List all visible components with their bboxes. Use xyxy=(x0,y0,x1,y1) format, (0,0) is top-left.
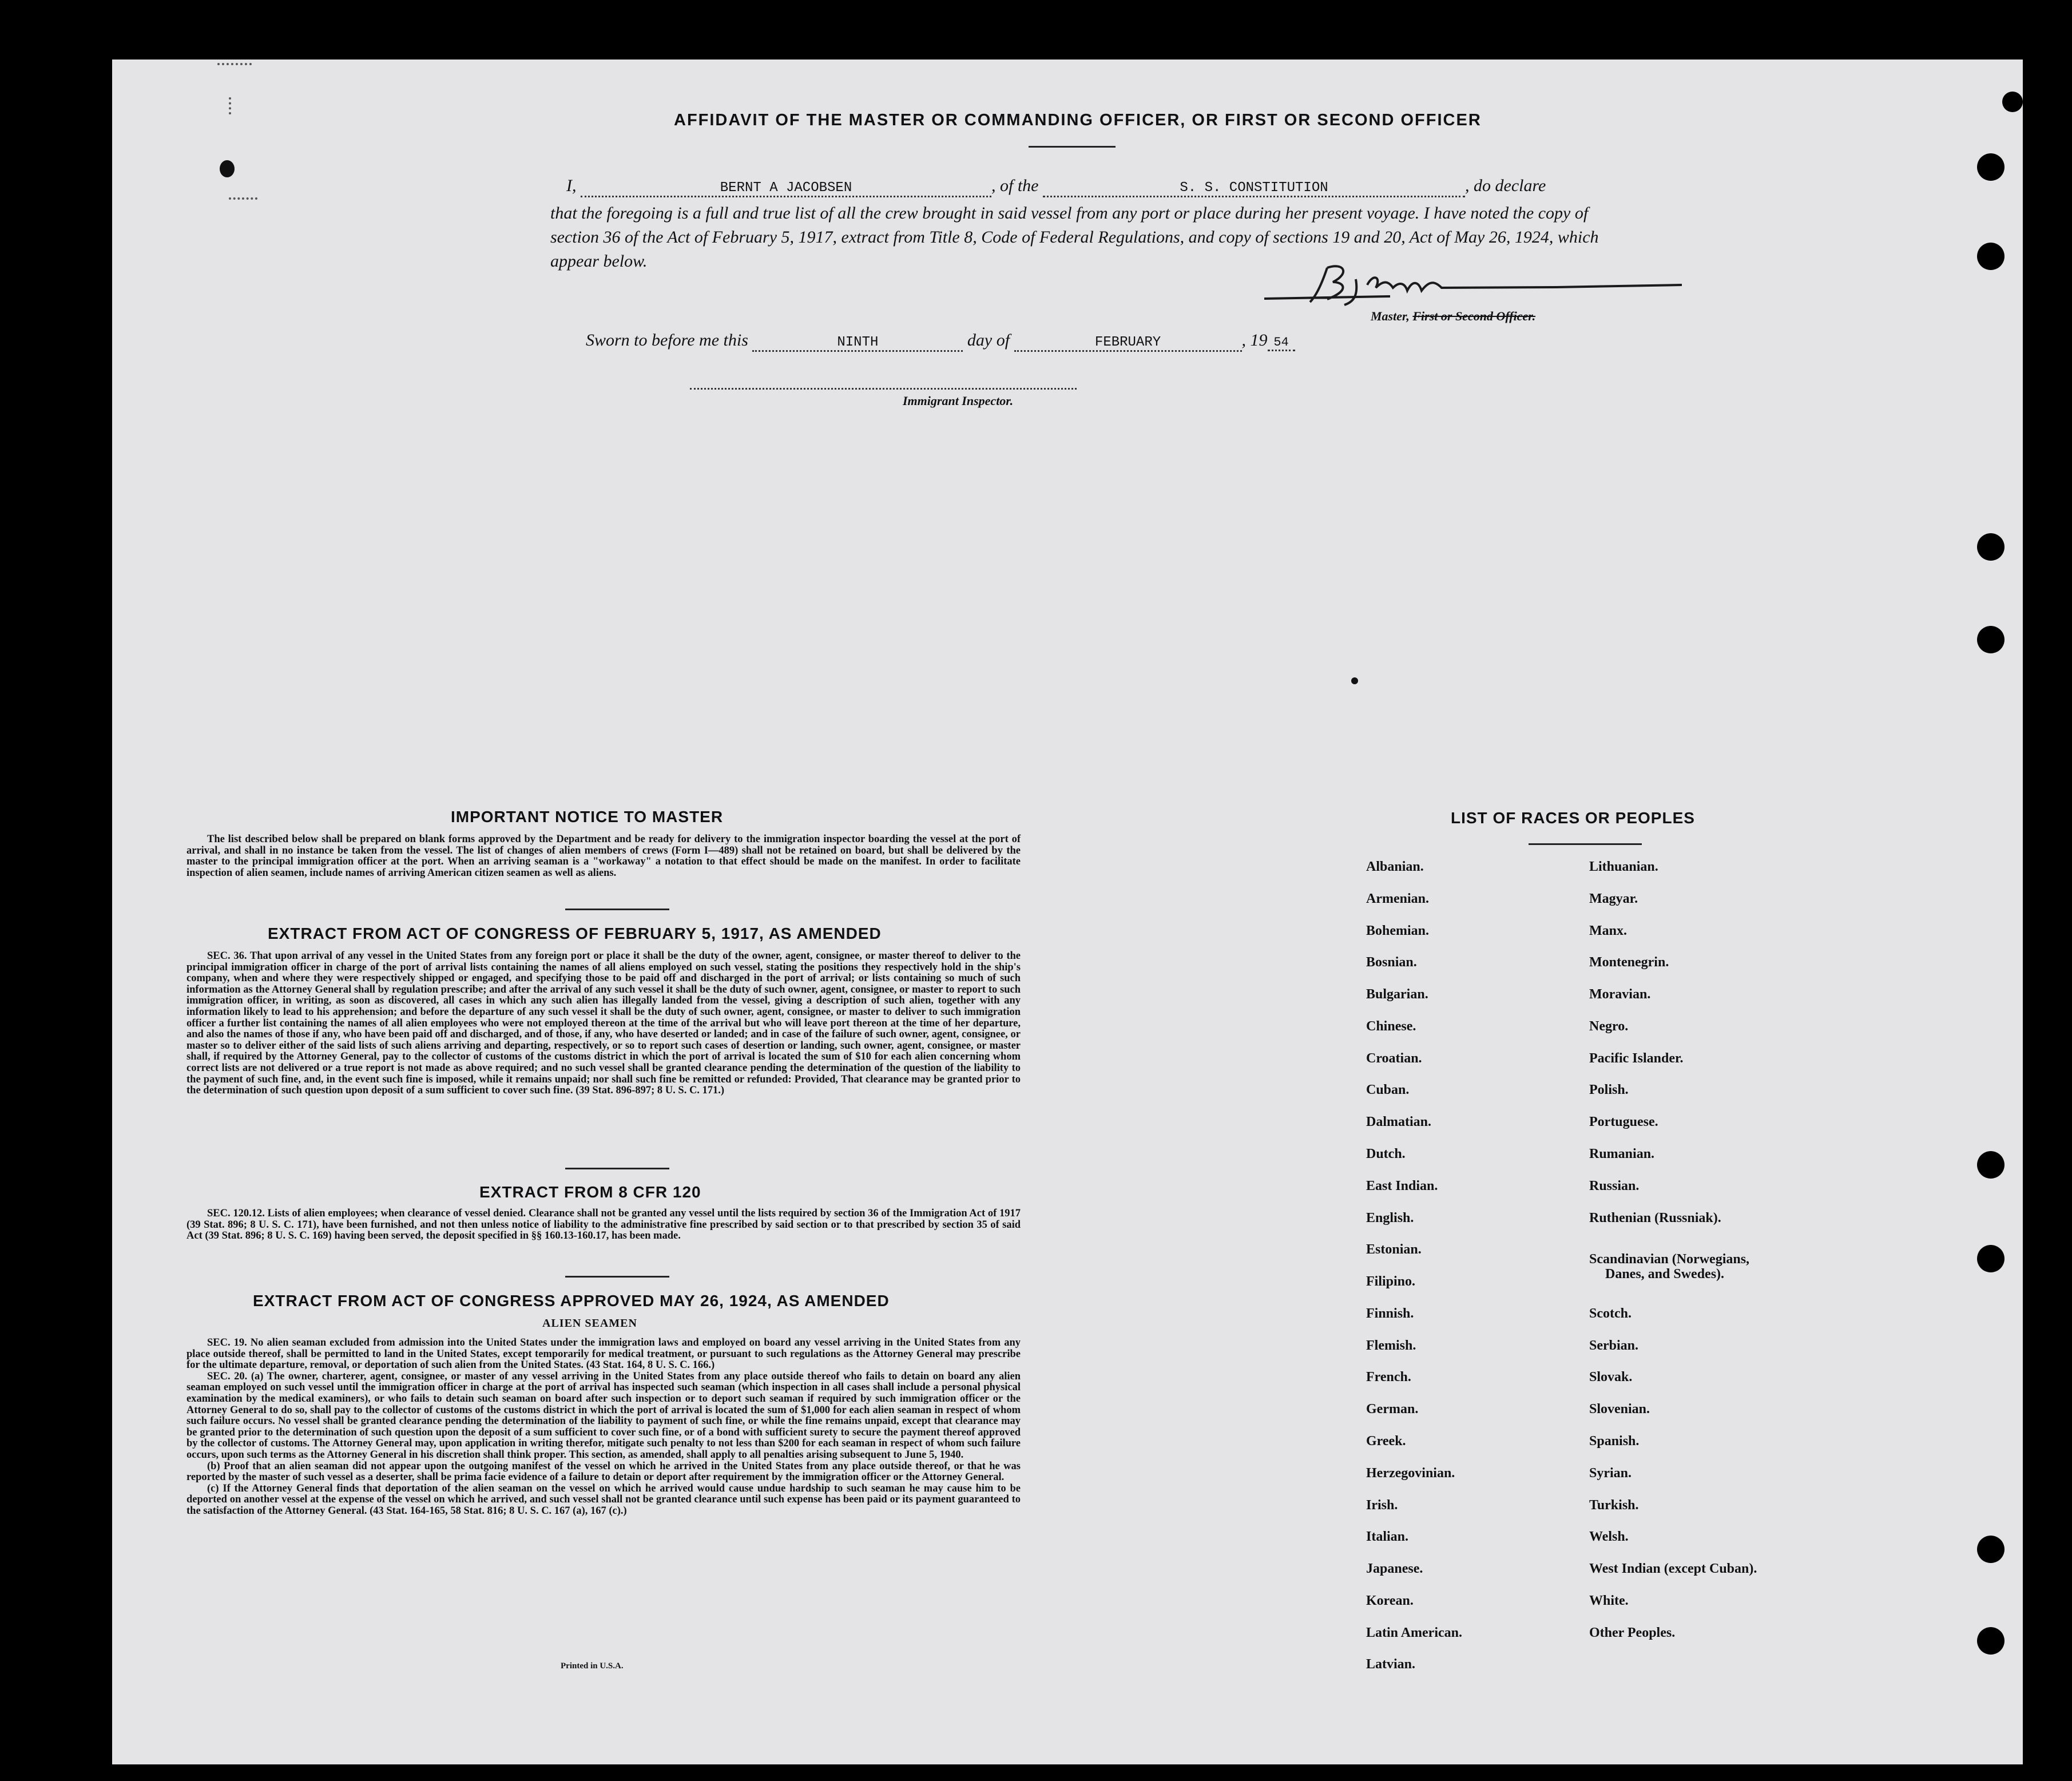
inspector-signature-line xyxy=(690,388,1077,390)
races-column-2 xyxy=(1589,859,1841,1649)
vessel-name-field[interactable]: S. S. CONSTITUTION xyxy=(1043,180,1465,197)
race-item: Spanish. xyxy=(1589,1434,1640,1449)
race-item: Slovenian. xyxy=(1589,1402,1650,1417)
year-prefix: , 19 xyxy=(1241,331,1268,350)
race-item: Magyar. xyxy=(1589,891,1638,906)
race-item: Chinese. xyxy=(1366,1019,1416,1034)
race-item: Manx. xyxy=(1589,923,1627,938)
extract-1917-text: SEC. 36. That upon arrival of any vessel in the United States from any foreign port or place it shall be the duty of the owner, agent, consignee, or master thereof to deliver to the principal immigration officer in charge of the port of arrival lists containing the names of all aliens employed on such vessel, stating the positions they respectively hold in the ship's company, when and where they were respectively shipped or engaged, and specifying those to be paid off and discharged in the port of arrival; or lists containing so much of such information as the Attorney General shall by regulation prescribe; and after the arrival of any such vessel it shall be the duty of such owner, agent, consignee, or master to report to such immigration officer, in writing, as soon as discovered, all cases in which any such alien has illegally landed from the vessel, giving a description of such alien, together with any information likely to lead to his apprehension; and before the departure of any such vessel it shall be the duty of such owner, agent, consignee, or master to deliver to such immigration officer a further list containing the names of all alien employees who were not employed thereon at the time of the arrival but who will leave port thereon at the time of her departure, and also the names of those if any, who have been paid off and discharged, and of those, if any, who have deserted or landed; and in case of the failure of such owner, agent, consignee, or master so to deliver either of the said lists of such aliens arriving and departing, respectively, or so to report such cases of desertion or landing, such owner, agent, consignee, or master shall, if required by the Attorney General, pay to the collector of customs of the customs district in which the port of arrival is located the sum of $10 for each alien concerning whom correct lists are not delivered or a true report is not made as above required; and no such vessel shall be granted clearance pending the determination of the question of the liability to the payment of such fine, and, in the event such fine is imposed, while it remains unpaid; nor shall such fine be remitted or refunded: Provided, That clearance may be granted prior to the determination of such question upon deposit of a sum sufficient to cover such fine. (39 Stat. 896-897; 8 U. S. C. 171.) xyxy=(186,950,1021,1097)
extract-cfr-title: EXTRACT FROM 8 CFR 120 xyxy=(479,1183,701,1201)
extract-1924-title: EXTRACT FROM ACT OF CONGRESS APPROVED MAY 26, 1924, AS AMENDED xyxy=(253,1292,890,1310)
race-item: Greek. xyxy=(1366,1434,1406,1449)
race-item: English. xyxy=(1366,1211,1414,1225)
race-item: West Indian (except Cuban). xyxy=(1589,1561,1757,1576)
race-item: Bulgarian. xyxy=(1366,987,1428,1002)
declaration-line xyxy=(566,176,1546,197)
do-declare-label: , do declare xyxy=(1465,176,1546,195)
punch-hole xyxy=(1977,243,2004,270)
master-caption: Master, First or Second Officer. xyxy=(1371,309,1536,323)
race-item: White. xyxy=(1589,1593,1629,1608)
corner-scratch-mark xyxy=(229,197,257,209)
race-item: Portuguese. xyxy=(1589,1114,1658,1129)
race-item: Herzegovinian. xyxy=(1366,1466,1455,1481)
extract-cfr-rule xyxy=(565,1276,669,1278)
notice-text: The list described below shall be prepared on blank forms approved by the Department and be ready for delivery to the immigration inspector boarding the vessel at the port of arrival, and shall in no instance be taken from the vessel. The list of changes of alien members of crews (Form I—489) shall not be retained on board, but shall be delivered by the master to the principal immigration officer at the port. When an arriving seaman is a "workaway" a notation to that effect should be made on the manifest. In order to facilitate inspection of alien seamen, include names of arriving American citizen seamen as well as aliens. xyxy=(186,834,1021,879)
year-field[interactable]: 54 xyxy=(1268,335,1295,351)
sec-20b-paragraph: (b) Proof that an alien seaman did not appear upon the outgoing manifest of the vessel on which he arrived in the United States from any place outside thereof, or that he was reported by the master of such vessel as a deserter, shall be prima facie evidence of a failure to detain or deport after requirement by the immigration officer or the Attorney General. xyxy=(186,1460,1021,1483)
race-item: Armenian. xyxy=(1366,891,1429,906)
race-item: Slovak. xyxy=(1589,1370,1633,1385)
notice-rule xyxy=(565,909,669,910)
race-item: Irish. xyxy=(1366,1498,1398,1513)
race-item: Ruthenian (Russniak). xyxy=(1589,1211,1721,1225)
races-rule xyxy=(1529,843,1642,845)
of-the-label: , of the xyxy=(991,176,1039,195)
printed-in-usa: Printed in U.S.A. xyxy=(561,1661,624,1671)
extract-1917-rule xyxy=(565,1168,669,1169)
corner-scratch-mark xyxy=(217,63,252,88)
affidavit-title: AFFIDAVIT OF THE MASTER OR COMMANDING OFFICER, OR FIRST OR SECOND OFFICER xyxy=(674,111,1482,129)
race-item: Syrian. xyxy=(1589,1466,1632,1481)
race-item: Estonian. xyxy=(1366,1242,1422,1257)
races-column-1 xyxy=(1366,859,1561,1683)
punch-hole xyxy=(1977,533,2004,561)
race-item: Latvian. xyxy=(1366,1657,1416,1672)
race-item: Negro. xyxy=(1589,1019,1629,1034)
punch-hole xyxy=(2002,92,2023,112)
race-item: German. xyxy=(1366,1402,1419,1417)
sec-20a-paragraph: SEC. 20. (a) The owner, charterer, agent, consignee, or master of any vessel arriving in the United States from any place outside thereof who fails to detain on board any alien seaman employed on such vessel until the immigration officer in charge at the port of arrival has inspected such seaman (which inspection in all cases shall include a personal physical examination by the medical examiners), or who fails to detain such seaman on board after such inspection or to deport such seaman if required by such immigration officer or the Attorney General to do so, shall pay to the collector of customs of the customs district in which the port of arrival is located the sum of $1,000 for each alien seaman in respect of whom such failure occurs. No vessel shall be granted clearance pending the determination of the liability to payment of such fine, or while the fine remains unpaid, except that clearance may be granted prior to the determination of such question upon the deposit of a sum sufficient to cover such fine, or of a bond with sufficient surety to secure the payment thereof approved by the collector of customs. The Attorney General may, upon application in writing therefor, mitigate such penalty to not less than $200 for each seaman in respect of whom such failure occurs, upon such terms as the Attorney General in his discretion shall think proper. This section, as amended, shall apply to all penalties arising subsequent to June 5, 1940. xyxy=(186,1370,1021,1461)
sworn-label: Sworn to before me this xyxy=(586,331,748,350)
alien-seamen-subtitle: ALIEN SEAMEN xyxy=(542,1317,637,1330)
race-item: Dutch. xyxy=(1366,1147,1406,1161)
race-item: Polish. xyxy=(1589,1082,1629,1097)
race-item-wrap: Danes, and Swedes). xyxy=(1605,1267,1725,1282)
notice-title: IMPORTANT NOTICE TO MASTER xyxy=(451,808,724,826)
ink-spot xyxy=(220,160,235,177)
race-item: Bosnian. xyxy=(1366,955,1417,970)
race-item: Croatian. xyxy=(1366,1051,1422,1066)
race-item: Dalmatian. xyxy=(1366,1114,1431,1129)
race-item: Albanian. xyxy=(1366,859,1424,874)
punch-hole xyxy=(1977,1151,2004,1179)
race-item: East Indian. xyxy=(1366,1179,1438,1193)
struck-officer-text: First or Second Officer. xyxy=(1412,309,1536,323)
race-item: Lithuanian. xyxy=(1589,859,1658,874)
race-item: Turkish. xyxy=(1589,1498,1639,1513)
race-item: Italian. xyxy=(1366,1529,1409,1544)
race-item: Bohemian. xyxy=(1366,923,1430,938)
race-item: French. xyxy=(1366,1370,1411,1385)
race-item: Flemish. xyxy=(1366,1338,1416,1353)
race-item: Cuban. xyxy=(1366,1082,1410,1097)
ink-spot xyxy=(1351,677,1358,684)
punch-hole xyxy=(1977,626,2004,653)
race-item: Other Peoples. xyxy=(1589,1625,1676,1640)
race-item: Pacific Islander. xyxy=(1589,1051,1684,1066)
race-item: Korean. xyxy=(1366,1593,1414,1608)
sworn-line xyxy=(586,331,1295,352)
race-item: Moravian. xyxy=(1589,987,1651,1002)
punch-hole xyxy=(1977,1627,2004,1655)
sec-19-paragraph: SEC. 19. No alien seaman excluded from admission into the United States under the immigration laws and employed on board any vessel arriving in the United States from any place outside thereof, shall be permitted to land in the United States, except temporarily for medical treatment, or pursuant to such regulations as the Attorney General may prescribe for the ultimate departure, removal, or deportation of such alien from the United States. (43 Stat. 164, 8 U. S. C. 166.) xyxy=(186,1337,1021,1371)
race-item: Serbian. xyxy=(1589,1338,1639,1353)
extract-1917-title: EXTRACT FROM ACT OF CONGRESS OF FEBRUARY 5, 1917, AS AMENDED xyxy=(268,925,882,942)
master-signature xyxy=(1259,256,1693,314)
affidavit-body: that the foregoing is a full and true list of all the crew brought in said vessel from any port or place during her present voyage. I have noted the copy of section 36 of the Act of February 5, 1917, extract from Title 8, Code of Federal Regulations, and copy of sections 19 and 20, Act of May 26, 1924, which appear below. xyxy=(550,204,1599,271)
sec-20c-paragraph: (c) If the Attorney General finds that deportation of the alien seaman on the vessel on which he arrived would cause undue hardship to such seaman he may cause him to be deported on another vessel at the expense of the vessel on which he arrived, and such vessel shall not be granted clearance until such expense has been paid or its payment guaranteed to the satisfaction of the Attorney General. (43 Stat. 164-165, 58 Stat. 816; 8 U. S. C. 167 (a), 167 (c).) xyxy=(186,1482,1021,1517)
race-item: Rumanian. xyxy=(1589,1147,1655,1161)
race-item: Latin American. xyxy=(1366,1625,1462,1640)
race-item: Scotch. xyxy=(1589,1306,1632,1321)
race-item: Finnish. xyxy=(1366,1306,1414,1321)
sworn-month-field[interactable]: FEBRUARY xyxy=(1014,335,1242,352)
race-item: Scandinavian (Norwegians, xyxy=(1589,1252,1750,1267)
i-label: I, xyxy=(566,176,577,195)
extract-cfr-text: SEC. 120.12. Lists of alien employees; when clearance of vessel denied. Clearance shall not be granted any vessel until the lists required by section 36 of the Immigration Act of 1917 (39 Stat. 896; 8 U. S. C. 171), have been furnished, and not then unless notice of liability to the administrative fine prescribed by said section or to that prescribed by section 35 of said Act (39 Stat. 896; 8 U. S. C. 169) having been served, the deposit specified in §§ 160.13-160.17, has been made. xyxy=(186,1208,1021,1242)
day-of-label: day of xyxy=(967,331,1010,350)
punch-hole xyxy=(1977,1536,2004,1563)
master-name-field[interactable]: BERNT A JACOBSEN xyxy=(581,180,991,197)
race-item: Montenegrin. xyxy=(1589,955,1669,970)
extract-1924-text xyxy=(186,1338,1021,1517)
punch-hole xyxy=(1977,1245,2004,1272)
race-item: Russian. xyxy=(1589,1179,1640,1193)
race-item: Japanese. xyxy=(1366,1561,1423,1576)
title-rule xyxy=(1029,146,1116,148)
corner-scratch-mark xyxy=(229,97,254,114)
punch-hole xyxy=(1977,153,2004,181)
race-item: Filipino. xyxy=(1366,1274,1416,1289)
inspector-caption: Immigrant Inspector. xyxy=(903,394,1014,408)
sworn-day-field[interactable]: NINTH xyxy=(752,335,963,352)
races-title: LIST OF RACES OR PEOPLES xyxy=(1451,809,1695,827)
race-item: Welsh. xyxy=(1589,1529,1629,1544)
